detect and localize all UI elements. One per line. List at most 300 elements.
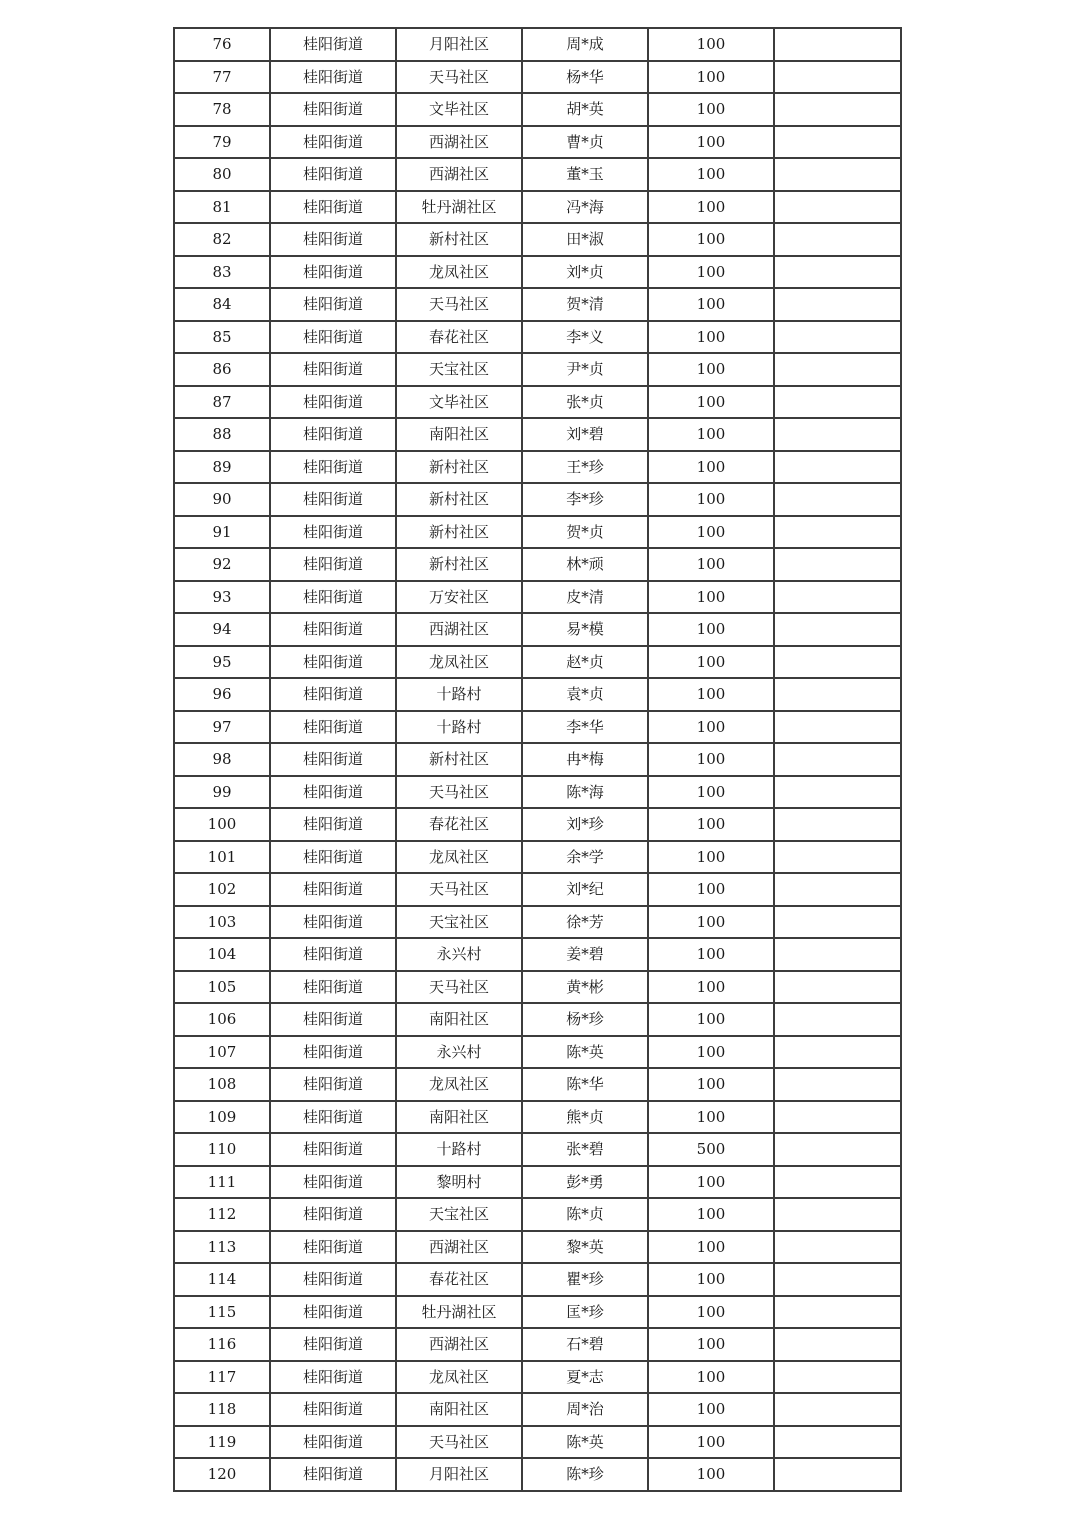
row-number-cell: 78 xyxy=(174,93,270,126)
name-cell: 董*玉 xyxy=(522,158,648,191)
remark-cell xyxy=(774,28,901,61)
street-cell: 桂阳街道 xyxy=(270,158,396,191)
amount-cell: 100 xyxy=(648,1231,774,1264)
remark-cell xyxy=(774,223,901,256)
remark-cell xyxy=(774,126,901,159)
amount-cell: 100 xyxy=(648,223,774,256)
table-row xyxy=(174,808,901,841)
remark-cell xyxy=(774,841,901,874)
street-cell: 桂阳街道 xyxy=(270,1068,396,1101)
row-number-cell: 91 xyxy=(174,516,270,549)
name-cell: 刘*纪 xyxy=(522,873,648,906)
street-cell: 桂阳街道 xyxy=(270,1426,396,1459)
community-cell: 月阳社区 xyxy=(396,1458,522,1491)
name-cell: 刘*珍 xyxy=(522,808,648,841)
table-row xyxy=(174,1036,901,1069)
name-cell: 周*治 xyxy=(522,1393,648,1426)
table-row xyxy=(174,191,901,224)
table-row xyxy=(174,678,901,711)
remark-cell xyxy=(774,1231,901,1264)
row-number-cell: 113 xyxy=(174,1231,270,1264)
table-row xyxy=(174,483,901,516)
amount-cell: 100 xyxy=(648,93,774,126)
street-cell: 桂阳街道 xyxy=(270,1003,396,1036)
amount-cell: 100 xyxy=(648,1426,774,1459)
community-cell: 新村社区 xyxy=(396,743,522,776)
name-cell: 石*碧 xyxy=(522,1328,648,1361)
remark-cell xyxy=(774,1101,901,1134)
remark-cell xyxy=(774,776,901,809)
name-cell: 王*珍 xyxy=(522,451,648,484)
street-cell: 桂阳街道 xyxy=(270,1393,396,1426)
table-row xyxy=(174,1426,901,1459)
community-cell: 天马社区 xyxy=(396,776,522,809)
amount-cell: 100 xyxy=(648,1068,774,1101)
community-cell: 十路村 xyxy=(396,678,522,711)
community-cell: 新村社区 xyxy=(396,548,522,581)
amount-cell: 100 xyxy=(648,1036,774,1069)
table-row xyxy=(174,126,901,159)
amount-cell: 100 xyxy=(648,873,774,906)
remark-cell xyxy=(774,938,901,971)
table-row xyxy=(174,418,901,451)
amount-cell: 100 xyxy=(648,28,774,61)
remark-cell xyxy=(774,288,901,321)
table-row xyxy=(174,223,901,256)
row-number-cell: 117 xyxy=(174,1361,270,1394)
community-cell: 南阳社区 xyxy=(396,418,522,451)
amount-cell: 100 xyxy=(648,711,774,744)
community-cell: 春花社区 xyxy=(396,321,522,354)
name-cell: 刘*碧 xyxy=(522,418,648,451)
table-row xyxy=(174,451,901,484)
amount-cell: 100 xyxy=(648,1263,774,1296)
remark-cell xyxy=(774,581,901,614)
name-cell: 李*华 xyxy=(522,711,648,744)
table-row xyxy=(174,288,901,321)
row-number-cell: 116 xyxy=(174,1328,270,1361)
row-number-cell: 110 xyxy=(174,1133,270,1166)
table-row xyxy=(174,256,901,289)
street-cell: 桂阳街道 xyxy=(270,1133,396,1166)
street-cell: 桂阳街道 xyxy=(270,873,396,906)
name-cell: 陈*海 xyxy=(522,776,648,809)
table-row xyxy=(174,1068,901,1101)
amount-cell: 100 xyxy=(648,971,774,1004)
community-cell: 龙凤社区 xyxy=(396,646,522,679)
community-cell: 天宝社区 xyxy=(396,906,522,939)
table-row xyxy=(174,776,901,809)
community-cell: 天马社区 xyxy=(396,1426,522,1459)
street-cell: 桂阳街道 xyxy=(270,483,396,516)
name-cell: 陈*华 xyxy=(522,1068,648,1101)
remark-cell xyxy=(774,646,901,679)
table-row xyxy=(174,1263,901,1296)
amount-cell: 100 xyxy=(648,1166,774,1199)
row-number-cell: 87 xyxy=(174,386,270,419)
name-cell: 冉*梅 xyxy=(522,743,648,776)
remark-cell xyxy=(774,418,901,451)
table-row xyxy=(174,386,901,419)
name-cell: 贺*清 xyxy=(522,288,648,321)
table-row xyxy=(174,61,901,94)
street-cell: 桂阳街道 xyxy=(270,321,396,354)
row-number-cell: 92 xyxy=(174,548,270,581)
street-cell: 桂阳街道 xyxy=(270,516,396,549)
street-cell: 桂阳街道 xyxy=(270,191,396,224)
amount-cell: 100 xyxy=(648,516,774,549)
row-number-cell: 84 xyxy=(174,288,270,321)
name-cell: 陈*英 xyxy=(522,1036,648,1069)
street-cell: 桂阳街道 xyxy=(270,711,396,744)
remark-cell xyxy=(774,743,901,776)
row-number-cell: 118 xyxy=(174,1393,270,1426)
table-row xyxy=(174,1393,901,1426)
street-cell: 桂阳街道 xyxy=(270,61,396,94)
table-row xyxy=(174,1458,901,1491)
row-number-cell: 106 xyxy=(174,1003,270,1036)
name-cell: 黄*彬 xyxy=(522,971,648,1004)
community-cell: 月阳社区 xyxy=(396,28,522,61)
amount-cell: 100 xyxy=(648,158,774,191)
remark-cell xyxy=(774,61,901,94)
street-cell: 桂阳街道 xyxy=(270,1036,396,1069)
remark-cell xyxy=(774,1068,901,1101)
remark-cell xyxy=(774,711,901,744)
remark-cell xyxy=(774,1036,901,1069)
row-number-cell: 111 xyxy=(174,1166,270,1199)
name-cell: 周*成 xyxy=(522,28,648,61)
remark-cell xyxy=(774,516,901,549)
name-cell: 尹*贞 xyxy=(522,353,648,386)
remark-cell xyxy=(774,191,901,224)
amount-cell: 100 xyxy=(648,1003,774,1036)
street-cell: 桂阳街道 xyxy=(270,451,396,484)
amount-cell: 100 xyxy=(648,1328,774,1361)
community-cell: 天马社区 xyxy=(396,61,522,94)
street-cell: 桂阳街道 xyxy=(270,613,396,646)
name-cell: 姜*碧 xyxy=(522,938,648,971)
row-number-cell: 90 xyxy=(174,483,270,516)
community-cell: 龙凤社区 xyxy=(396,1068,522,1101)
community-cell: 黎明村 xyxy=(396,1166,522,1199)
table-row xyxy=(174,1231,901,1264)
row-number-cell: 108 xyxy=(174,1068,270,1101)
community-cell: 牡丹湖社区 xyxy=(396,1296,522,1329)
amount-cell: 100 xyxy=(648,61,774,94)
name-cell: 田*淑 xyxy=(522,223,648,256)
community-cell: 春花社区 xyxy=(396,1263,522,1296)
street-cell: 桂阳街道 xyxy=(270,1296,396,1329)
street-cell: 桂阳街道 xyxy=(270,938,396,971)
row-number-cell: 82 xyxy=(174,223,270,256)
amount-cell: 100 xyxy=(648,581,774,614)
remark-cell xyxy=(774,1458,901,1491)
community-cell: 永兴村 xyxy=(396,1036,522,1069)
community-cell: 龙凤社区 xyxy=(396,1361,522,1394)
community-cell: 西湖社区 xyxy=(396,126,522,159)
table-row xyxy=(174,1328,901,1361)
street-cell: 桂阳街道 xyxy=(270,126,396,159)
table-row xyxy=(174,1361,901,1394)
remark-cell xyxy=(774,483,901,516)
table-row xyxy=(174,646,901,679)
community-cell: 十路村 xyxy=(396,1133,522,1166)
remark-cell xyxy=(774,873,901,906)
community-cell: 南阳社区 xyxy=(396,1393,522,1426)
street-cell: 桂阳街道 xyxy=(270,1166,396,1199)
remark-cell xyxy=(774,1393,901,1426)
name-cell: 匡*珍 xyxy=(522,1296,648,1329)
community-cell: 天马社区 xyxy=(396,873,522,906)
remark-cell xyxy=(774,1166,901,1199)
street-cell: 桂阳街道 xyxy=(270,646,396,679)
table-row xyxy=(174,1198,901,1231)
amount-cell: 100 xyxy=(648,321,774,354)
row-number-cell: 80 xyxy=(174,158,270,191)
roster-table-body xyxy=(174,28,901,1491)
amount-cell: 100 xyxy=(648,646,774,679)
amount-cell: 100 xyxy=(648,548,774,581)
amount-cell: 100 xyxy=(648,483,774,516)
table-row xyxy=(174,873,901,906)
amount-cell: 100 xyxy=(648,353,774,386)
amount-cell: 100 xyxy=(648,126,774,159)
community-cell: 天宝社区 xyxy=(396,353,522,386)
row-number-cell: 85 xyxy=(174,321,270,354)
community-cell: 天宝社区 xyxy=(396,1198,522,1231)
row-number-cell: 104 xyxy=(174,938,270,971)
amount-cell: 100 xyxy=(648,418,774,451)
community-cell: 西湖社区 xyxy=(396,613,522,646)
table-row xyxy=(174,1133,901,1166)
name-cell: 贺*贞 xyxy=(522,516,648,549)
remark-cell xyxy=(774,256,901,289)
row-number-cell: 96 xyxy=(174,678,270,711)
name-cell: 胡*英 xyxy=(522,93,648,126)
table-row xyxy=(174,353,901,386)
street-cell: 桂阳街道 xyxy=(270,93,396,126)
remark-cell xyxy=(774,1361,901,1394)
row-number-cell: 105 xyxy=(174,971,270,1004)
name-cell: 彭*勇 xyxy=(522,1166,648,1199)
row-number-cell: 109 xyxy=(174,1101,270,1134)
street-cell: 桂阳街道 xyxy=(270,743,396,776)
table-row xyxy=(174,158,901,191)
remark-cell xyxy=(774,1296,901,1329)
row-number-cell: 102 xyxy=(174,873,270,906)
name-cell: 陈*珍 xyxy=(522,1458,648,1491)
row-number-cell: 114 xyxy=(174,1263,270,1296)
table-row xyxy=(174,613,901,646)
community-cell: 牡丹湖社区 xyxy=(396,191,522,224)
amount-cell: 100 xyxy=(648,1296,774,1329)
row-number-cell: 100 xyxy=(174,808,270,841)
remark-cell xyxy=(774,451,901,484)
amount-cell: 500 xyxy=(648,1133,774,1166)
amount-cell: 100 xyxy=(648,1198,774,1231)
remark-cell xyxy=(774,321,901,354)
name-cell: 曹*贞 xyxy=(522,126,648,159)
amount-cell: 100 xyxy=(648,256,774,289)
row-number-cell: 120 xyxy=(174,1458,270,1491)
community-cell: 新村社区 xyxy=(396,516,522,549)
name-cell: 陈*贞 xyxy=(522,1198,648,1231)
row-number-cell: 93 xyxy=(174,581,270,614)
amount-cell: 100 xyxy=(648,1361,774,1394)
remark-cell xyxy=(774,808,901,841)
street-cell: 桂阳街道 xyxy=(270,581,396,614)
community-cell: 永兴村 xyxy=(396,938,522,971)
community-cell: 新村社区 xyxy=(396,223,522,256)
street-cell: 桂阳街道 xyxy=(270,1458,396,1491)
street-cell: 桂阳街道 xyxy=(270,386,396,419)
row-number-cell: 86 xyxy=(174,353,270,386)
table-row xyxy=(174,743,901,776)
community-cell: 十路村 xyxy=(396,711,522,744)
amount-cell: 100 xyxy=(648,906,774,939)
community-cell: 西湖社区 xyxy=(396,1231,522,1264)
row-number-cell: 94 xyxy=(174,613,270,646)
name-cell: 陈*英 xyxy=(522,1426,648,1459)
street-cell: 桂阳街道 xyxy=(270,1231,396,1264)
street-cell: 桂阳街道 xyxy=(270,1263,396,1296)
name-cell: 余*学 xyxy=(522,841,648,874)
remark-cell xyxy=(774,548,901,581)
table-row xyxy=(174,516,901,549)
row-number-cell: 81 xyxy=(174,191,270,224)
name-cell: 刘*贞 xyxy=(522,256,648,289)
row-number-cell: 88 xyxy=(174,418,270,451)
remark-cell xyxy=(774,1133,901,1166)
amount-cell: 100 xyxy=(648,1393,774,1426)
name-cell: 张*贞 xyxy=(522,386,648,419)
table-row xyxy=(174,1003,901,1036)
street-cell: 桂阳街道 xyxy=(270,841,396,874)
amount-cell: 100 xyxy=(648,938,774,971)
name-cell: 赵*贞 xyxy=(522,646,648,679)
street-cell: 桂阳街道 xyxy=(270,353,396,386)
row-number-cell: 83 xyxy=(174,256,270,289)
remark-cell xyxy=(774,1328,901,1361)
community-cell: 新村社区 xyxy=(396,483,522,516)
remark-cell xyxy=(774,1198,901,1231)
amount-cell: 100 xyxy=(648,451,774,484)
community-cell: 天马社区 xyxy=(396,971,522,1004)
amount-cell: 100 xyxy=(648,678,774,711)
remark-cell xyxy=(774,906,901,939)
amount-cell: 100 xyxy=(648,1458,774,1491)
community-cell: 万安社区 xyxy=(396,581,522,614)
community-cell: 天马社区 xyxy=(396,288,522,321)
row-number-cell: 99 xyxy=(174,776,270,809)
street-cell: 桂阳街道 xyxy=(270,1328,396,1361)
remark-cell xyxy=(774,386,901,419)
name-cell: 皮*清 xyxy=(522,581,648,614)
table-row xyxy=(174,1166,901,1199)
amount-cell: 100 xyxy=(648,288,774,321)
community-cell: 龙凤社区 xyxy=(396,256,522,289)
remark-cell xyxy=(774,613,901,646)
community-cell: 文毕社区 xyxy=(396,93,522,126)
row-number-cell: 79 xyxy=(174,126,270,159)
row-number-cell: 119 xyxy=(174,1426,270,1459)
row-number-cell: 76 xyxy=(174,28,270,61)
row-number-cell: 77 xyxy=(174,61,270,94)
street-cell: 桂阳街道 xyxy=(270,1101,396,1134)
table-row xyxy=(174,906,901,939)
table-row xyxy=(174,93,901,126)
name-cell: 冯*海 xyxy=(522,191,648,224)
name-cell: 袁*贞 xyxy=(522,678,648,711)
name-cell: 徐*芳 xyxy=(522,906,648,939)
community-cell: 西湖社区 xyxy=(396,158,522,191)
table-row xyxy=(174,938,901,971)
table-row xyxy=(174,581,901,614)
row-number-cell: 107 xyxy=(174,1036,270,1069)
amount-cell: 100 xyxy=(648,613,774,646)
table-row xyxy=(174,1296,901,1329)
remark-cell xyxy=(774,353,901,386)
name-cell: 易*模 xyxy=(522,613,648,646)
amount-cell: 100 xyxy=(648,808,774,841)
street-cell: 桂阳街道 xyxy=(270,223,396,256)
row-number-cell: 101 xyxy=(174,841,270,874)
street-cell: 桂阳街道 xyxy=(270,28,396,61)
remark-cell xyxy=(774,158,901,191)
name-cell: 黎*英 xyxy=(522,1231,648,1264)
name-cell: 李*义 xyxy=(522,321,648,354)
name-cell: 杨*华 xyxy=(522,61,648,94)
street-cell: 桂阳街道 xyxy=(270,776,396,809)
amount-cell: 100 xyxy=(648,743,774,776)
name-cell: 杨*珍 xyxy=(522,1003,648,1036)
row-number-cell: 89 xyxy=(174,451,270,484)
street-cell: 桂阳街道 xyxy=(270,808,396,841)
street-cell: 桂阳街道 xyxy=(270,1198,396,1231)
street-cell: 桂阳街道 xyxy=(270,418,396,451)
amount-cell: 100 xyxy=(648,191,774,224)
street-cell: 桂阳街道 xyxy=(270,906,396,939)
roster-table xyxy=(173,27,902,1492)
name-cell: 夏*志 xyxy=(522,1361,648,1394)
amount-cell: 100 xyxy=(648,776,774,809)
community-cell: 南阳社区 xyxy=(396,1003,522,1036)
table-row xyxy=(174,1101,901,1134)
street-cell: 桂阳街道 xyxy=(270,678,396,711)
name-cell: 林*顽 xyxy=(522,548,648,581)
name-cell: 瞿*珍 xyxy=(522,1263,648,1296)
table-row xyxy=(174,548,901,581)
row-number-cell: 97 xyxy=(174,711,270,744)
community-cell: 龙凤社区 xyxy=(396,841,522,874)
community-cell: 新村社区 xyxy=(396,451,522,484)
street-cell: 桂阳街道 xyxy=(270,1361,396,1394)
table-row xyxy=(174,711,901,744)
row-number-cell: 103 xyxy=(174,906,270,939)
amount-cell: 100 xyxy=(648,1101,774,1134)
table-row xyxy=(174,841,901,874)
row-number-cell: 95 xyxy=(174,646,270,679)
amount-cell: 100 xyxy=(648,386,774,419)
row-number-cell: 112 xyxy=(174,1198,270,1231)
name-cell: 李*珍 xyxy=(522,483,648,516)
street-cell: 桂阳街道 xyxy=(270,256,396,289)
remark-cell xyxy=(774,971,901,1004)
table-row xyxy=(174,28,901,61)
remark-cell xyxy=(774,678,901,711)
street-cell: 桂阳街道 xyxy=(270,971,396,1004)
